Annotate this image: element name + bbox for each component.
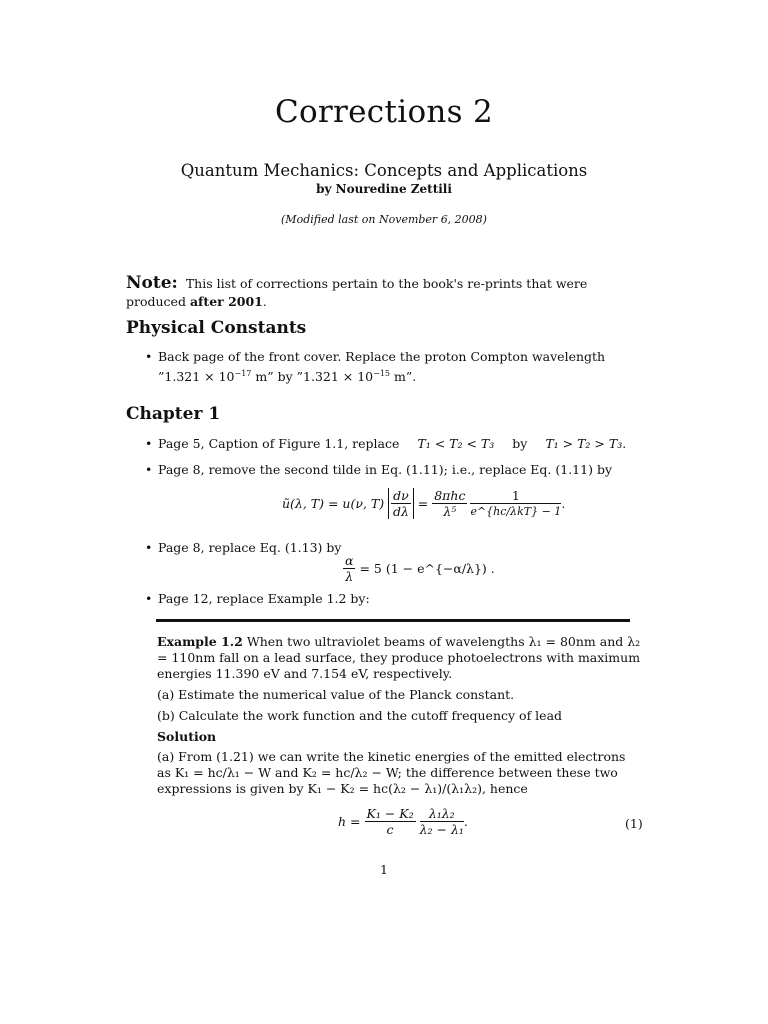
horizontal-rule xyxy=(156,619,630,622)
example-label: Example 1.2 xyxy=(157,634,243,649)
list-item xyxy=(145,461,645,478)
equation-number: (1) xyxy=(625,816,643,831)
author-line: by Nouredine Zettili xyxy=(316,182,452,196)
list-item xyxy=(145,435,645,452)
bullet-icon: • xyxy=(145,462,153,477)
list-item xyxy=(145,348,645,385)
document-title: Corrections 2 xyxy=(274,94,494,130)
equation-1: h = $\frac{\text{K₁ − K₂}}{c}$ $\frac{\text{λ₁λ₂}}{\text{λ₂ − λ₁}}$ . xyxy=(338,806,468,837)
note-emphasis: after 2001 xyxy=(189,294,263,309)
bullet-icon: • xyxy=(145,591,153,606)
example-statement: Example 1.2 When two ultraviolet beams of wavelengths λ₁ = 80nm and λ₂ = 110nm fall on a lead surface, they produce photoelectrons with maximum energies 11.390 eV and 7.154 eV, respectively. xyxy=(157,634,641,681)
list-item-text: Page 8, remove the second tilde in Eq. (1.11); i.e., replace Eq. (1.11) by xyxy=(158,462,613,477)
modified-date: (Modified last on November 6, 2008) xyxy=(281,213,487,226)
equation-1-13: $\frac{\alpha}{\lambda}$ = 5 (1 − e^{−α/λ}) . xyxy=(345,553,495,584)
note-paragraph xyxy=(126,274,646,311)
note-text: This list of corrections pertain to the book's re-prints that were produced xyxy=(126,276,588,309)
list-item-text: Page 8, replace Eq. (1.13) by xyxy=(158,540,342,555)
section-heading-chapter-1: Chapter 1 xyxy=(126,404,221,424)
solution-text: (a) From (1.21) we can write the kinetic energies of the emitted electrons as K₁ = hc/λ₁ − W and K₂ = hc/λ₂ − W; the difference between these two expressions is given by K₁ − K₂ = hc(λ₂ − λ₁)/(λ₁λ₂), hence xyxy=(157,749,626,796)
section-heading-physical-constants: Physical Constants xyxy=(126,318,307,338)
bullet-icon: • xyxy=(145,349,153,364)
bullet-icon: • xyxy=(145,436,153,451)
solution-label: Solution xyxy=(157,729,217,744)
example-part-b: (b) Calculate the work function and the cutoff frequency of lead xyxy=(157,708,563,723)
equation-1-11: ũ(λ, T) = u(ν, T) $\frac{d\nu}{d\lambda}$ = $\frac{\text{8πhc}}{\text{λ⁵}}$ $\frac{1}{\text{e\textasciicircum{}\{hc/λkT\} − 1}}$ . xyxy=(282,488,566,519)
bullet-icon: • xyxy=(145,540,153,555)
example-part-a: (a) Estimate the numerical value of the Planck constant. xyxy=(157,687,515,702)
list-item xyxy=(145,590,645,607)
book-title: Quantum Mechanics: Concepts and Applications xyxy=(180,161,588,180)
list-item-text: Back page of the front cover. Replace the proton Compton wavelength ”1.321 × $10^{-17}$ m” by ”1.321 × $10^{-15}$ m”. xyxy=(158,349,606,385)
list-item-text: Page 5, Caption of Figure 1.1, replace T₁ < T₂ < T₃ by T₁ > T₂ > T₃. xyxy=(158,436,627,451)
absolute-value: $\frac{d\nu}{d\lambda}$ xyxy=(388,488,414,519)
note-end: . xyxy=(262,294,267,309)
page-number: 1 xyxy=(380,862,388,877)
note-label: Note: xyxy=(126,273,178,293)
list-item-text: Page 12, replace Example 1.2 by: xyxy=(158,591,370,606)
